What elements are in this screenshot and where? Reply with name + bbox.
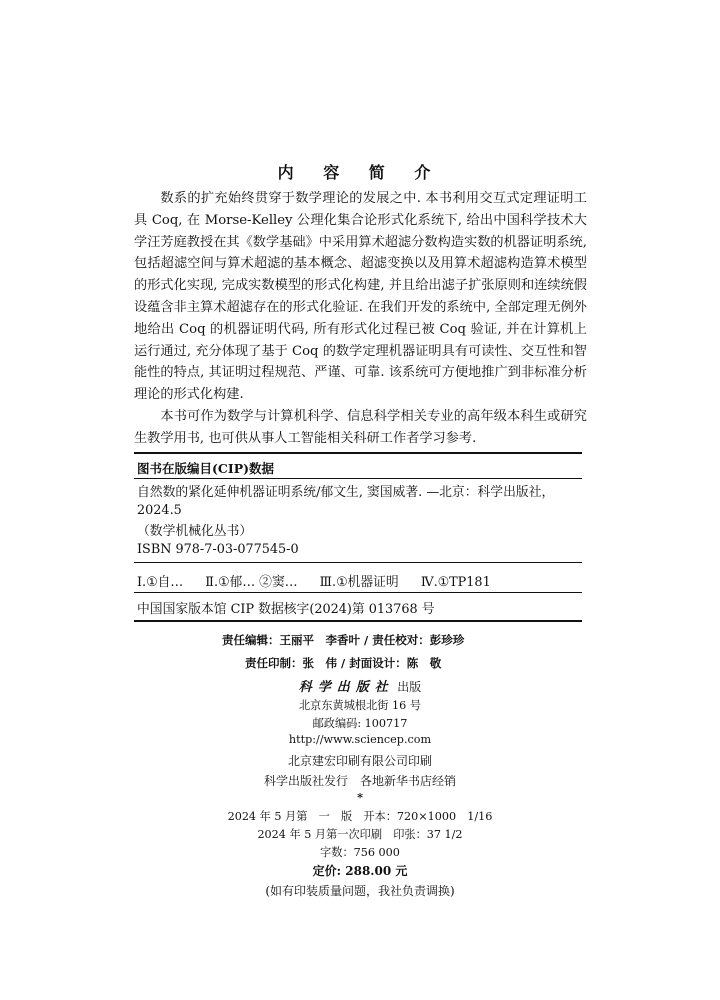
summary-section [134,188,587,450]
cip-isbn: ISBN 978-7-03-077545-0 [137,542,299,557]
page-title: 内 容 简 介 [277,163,443,182]
class-item: Ⅰ.①自… [137,575,184,590]
cip-heading: 图书在版编目(CIP)数据 [137,461,275,476]
cip-top-rule [134,452,582,454]
quality-notice: (如有印装质量问题，我社负责调换) [265,884,455,898]
edition-line: 2024 年 5 月第 一 版 开本：720×1000 1/16 [227,810,493,823]
cip-verify-number: 中国国家版本馆 CIP 数据核字(2024)第 013768 号 [137,602,435,617]
summary-paragraph-2: 本书可作为数学与计算机科学、信息科学相关专业的高年级本科生或研究生教学用书, 也可供从事人工智能相关科研工作者学习参考. [134,408,587,446]
class-item: Ⅱ.①郁… ②窦… [205,575,298,590]
cip-heading-rule [134,478,582,479]
production-line: 责任印制：张 伟 / 封面设计：陈 敬 [245,656,442,670]
printer-line: 北京建宏印刷有限公司印刷 [287,754,432,768]
separator-star: * [357,790,363,804]
publisher-logo: 科学出版社 [298,680,394,695]
cip-class-rule [134,592,582,593]
class-item: Ⅲ.①机器证明 [319,575,399,590]
class-item: Ⅳ.①TP181 [420,575,491,590]
cip-isbn-rule [134,562,582,563]
publisher-address: 北京东黄城根北街 16 号 [298,699,422,712]
word-count: 字数：756 000 [320,846,400,859]
cip-record: 自然数的紧化延伸机器证明系统/郁文生, 窦国威著. —北京：科学出版社，2024.5 [137,485,555,518]
publisher-suffix: 出版 [397,680,422,694]
cip-bottom-rule [134,620,582,622]
cip-series: （数学机械化丛书） [137,524,253,539]
printing-line: 2024 年 5 月第一次印刷 印张：37 1/2 [257,828,463,841]
publisher-postcode: 邮政编码: 100717 [312,717,408,730]
distribution-line: 科学出版社发行 各地新华书店经销 [263,774,456,788]
summary-paragraph-1: 数系的扩充始终贯穿于数学理论的发展之中. 本书利用交互式定理证明工具 Coq, 在 Morse-Kelley 公理化集合论形式化系统下, 给出中国科学技术大学汪芳庭教授在其《数学基础》中采用算术超滤分数构造实数的机器证明系统, 包括超滤空间与算术超滤的基本概念、超滤变换以及用算术超滤构造算术模型的形式化实现, 完成实数模型的形式化构建, 并且给出滤子扩张原则和连续统假设蕴含非主算术超滤存在的形式化验证. 在我们开发的系统中, 全部定理无例外地给出 Coq 的机器证明代码, 所有形式化过程已被 Coq 验证, 并在计算机上运行通过, 充分体现了基于 Coq 的数学定理机器证明具有可读性、交互性和智能性的特点, 其证明过程规范、严谨、可靠. 该系统可方便地推广到非标准分析理论的形式化构建. [134,191,587,403]
publisher-line [0,676,720,695]
editors-line: 责任编辑：王丽平 李香叶 / 责任校对：彭珍珍 [222,633,465,647]
cip-classification [137,571,509,590]
price: 定价: 288.00 元 [312,864,408,878]
publisher-website: http://www.sciencep.com [288,733,432,746]
